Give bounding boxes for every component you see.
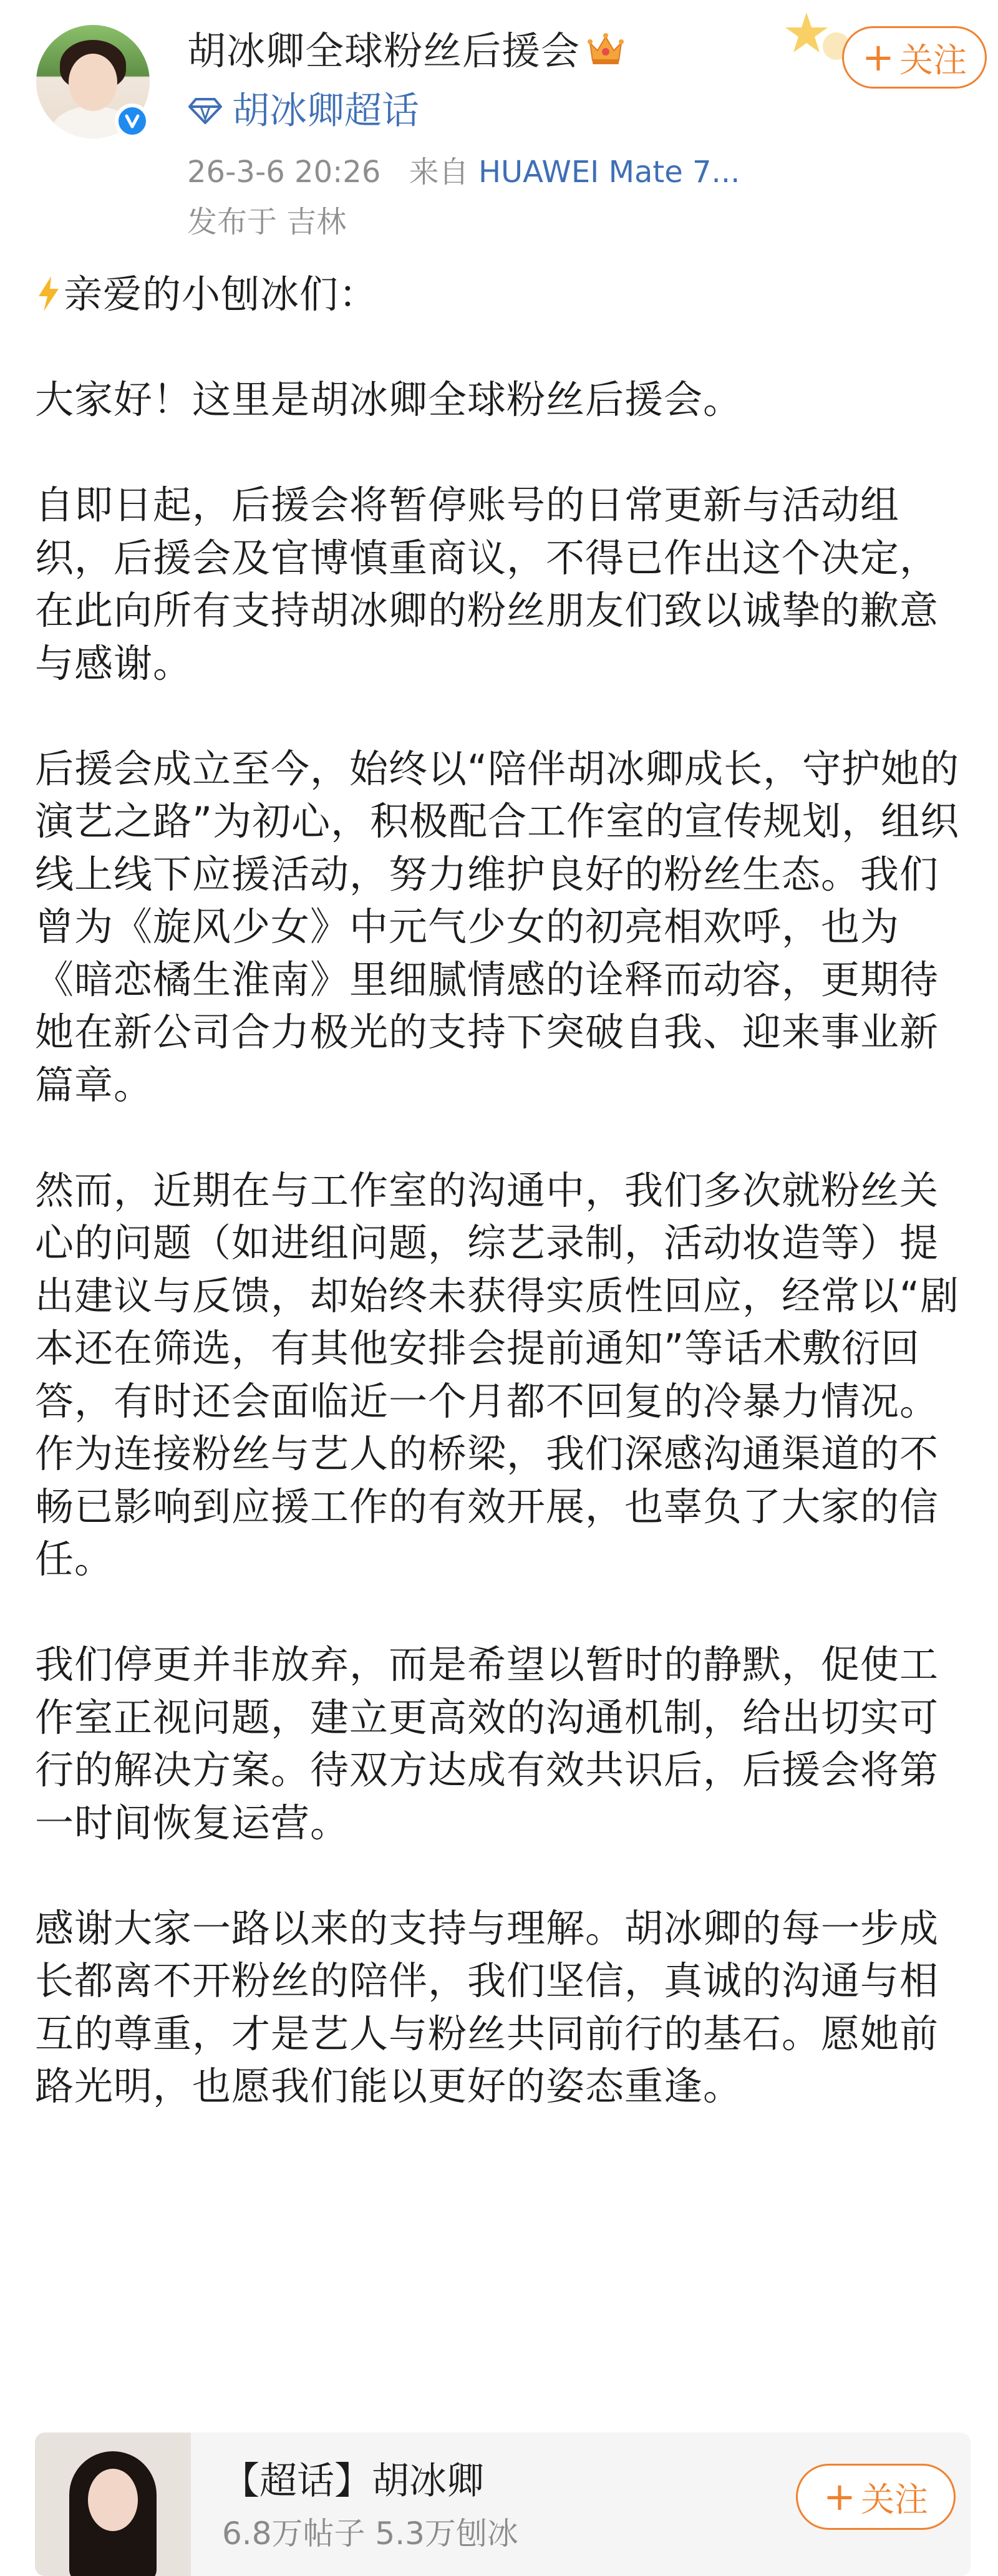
source-prefix: 来自: [409, 155, 469, 190]
paragraph: 大家好！这里是胡冰卿全球粉丝后援会。: [35, 377, 743, 422]
crown-icon: [586, 27, 625, 80]
post-meta: [187, 152, 740, 192]
post-location: 发布于 吉林: [187, 205, 347, 240]
author-name[interactable]: [187, 25, 625, 80]
supertopic-link-label[interactable]: 胡冰卿超话: [232, 89, 419, 133]
supertopic-follow-button[interactable]: [796, 2464, 956, 2530]
diamond-icon: [187, 87, 223, 139]
supertopic-follow-label: 关注: [860, 2479, 928, 2519]
greeting-line: [35, 268, 964, 321]
follow-button-label: 关注: [899, 40, 967, 80]
post-body: [35, 268, 964, 2166]
paragraph: 自即日起，后援会将暂停账号的日常更新与活动组织，后援会及官博慎重商议，不得已作出这个决定，在此向所有支持胡冰卿的粉丝朋友们致以诚挚的歉意与感谢。: [35, 482, 939, 686]
post-timestamp: 26-3-6 20:26: [187, 155, 381, 190]
verified-icon: [115, 104, 150, 138]
supertopic-link[interactable]: [187, 85, 419, 139]
lightning-icon: [35, 271, 64, 317]
paragraph: 感谢大家一路以来的支持与理解。胡冰卿的每一步成长都离不开粉丝的陪伴，我们坚信，真诚的沟通与相互的尊重，才是艺人与粉丝共同前行的基石。愿她前路光明，也愿我们能以更好的姿态重逢。: [35, 1905, 939, 2109]
post-header: [0, 0, 998, 262]
supertopic-card-title[interactable]: 【超话】胡冰卿: [222, 2459, 484, 2503]
author-name-text[interactable]: 胡冰卿全球粉丝后援会: [187, 28, 581, 74]
paragraph: 后援会成立至今，始终以“陪伴胡冰卿成长，守护她的演艺之路”为初心，积极配合工作室的宣传规划，组织线上线下应援活动，努力维护良好的粉丝生态。我们曾为《旋风少女》中元气少女的初亮相欢呼，也为《暗恋橘生淮南》里细腻情感的诠释而动容，更期待她在新公司合力极光的支持下突破自我、迎来事业新篇章。: [35, 745, 960, 1108]
plus-icon: +: [823, 2474, 856, 2519]
star-decoration-icon: [783, 9, 851, 80]
greeting-text: 亲爱的小刨冰们：: [64, 271, 379, 317]
source-device-link[interactable]: HUAWEI Mate 7...: [478, 155, 740, 190]
paragraph: 我们停更并非放弃，而是希望以暂时的静默，促使工作室正视问题，建立更高效的沟通机制，给出切实可行的解决方案。待双方达成有效共识后，后援会将第一时间恢复运营。: [35, 1642, 939, 1846]
plus-icon: +: [862, 34, 894, 80]
follow-button[interactable]: [842, 26, 987, 89]
supertopic-card-stats: 6.8万帖子 5.3万刨冰: [222, 2515, 518, 2552]
paragraph: 然而，近期在与工作室的沟通中，我们多次就粉丝关心的问题（如进组问题，综艺录制，活动妆造等）提出建议与反馈，却始终未获得实质性回应，经常以“剧本还在筛选，有其他安排会提前通知”等话术敷衍回答，有时还会面临近一个月都不回复的冷暴力情况。作为连接粉丝与艺人的桥梁，我们深感沟通渠道的不畅已影响到应援工作的有效开展，也辜负了大家的信任。: [35, 1167, 960, 1582]
